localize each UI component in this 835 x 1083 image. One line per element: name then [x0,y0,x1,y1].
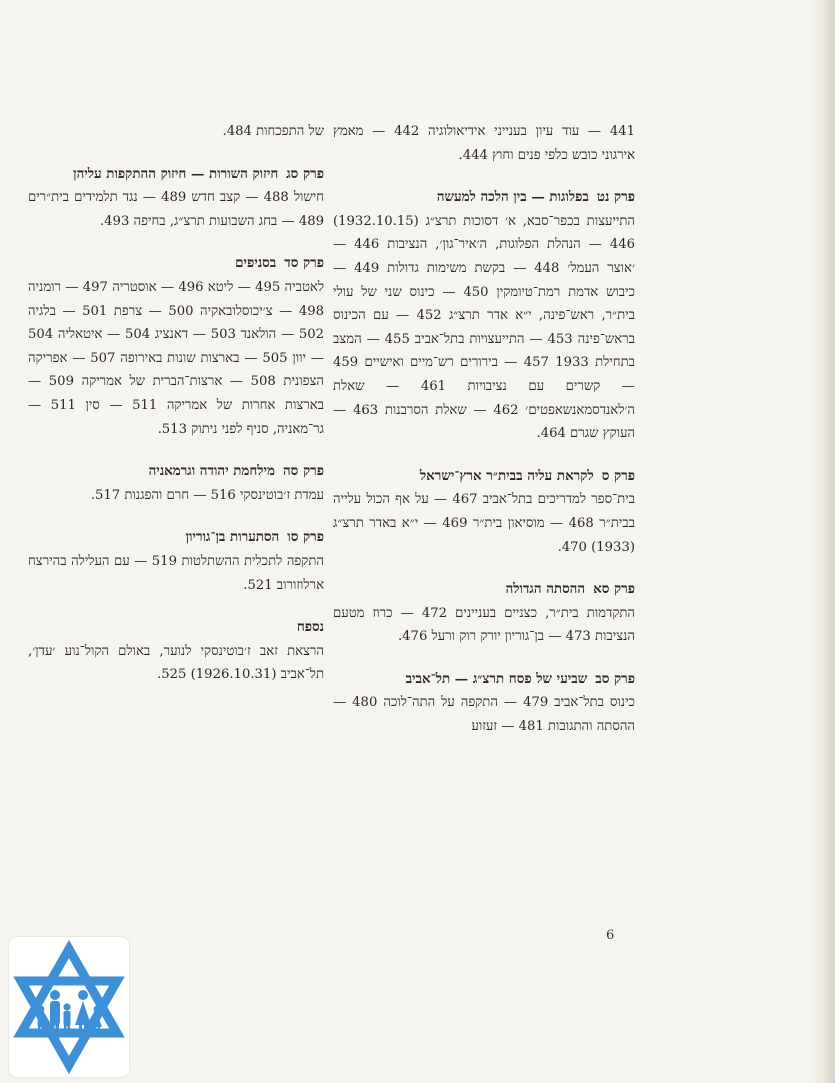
chapter-body: התייעצות בכפר־סבא, א׳ דסוכות תרצ״ג (1932.10.15) 446 — הנהלת הפלוגות, ה׳איר־גון׳, הנציבות 446 — ׳אוצר העמל׳ 448 — בקשת משימות גדולות 449 — כיבוש אדמת רמת־טיומקין 450 — כינוס שני של עולי בית״ר, ראש־פינה, י״א אדר תרצ״ג 452 — עם הכינוס בראש־פינה 453 — התייעצויות בתל־אביב 455 — המצב בתחילת 1933 457 — בירורים רש־מיים ואישיים 459 — קשרים עם נציבויות 461 — שאלת ה׳לאנדסמאנשאפטים׳ 462 — שאלת הסרבנות 463 — העוקץ שגרם 464. [333,213,635,442]
chapter-number: פרק סב [595,670,635,687]
chapter-title-text: חיזוק השורות — חיזוק ההתקפות עליהן [73,165,279,182]
chapter-number: פרק נט [596,189,635,206]
toc-chapter-66 [28,526,324,597]
toc-chapter-62 [333,668,635,739]
chapter-title-text: ההסתה הגדולה [505,581,586,598]
toc-chapter-61 [333,578,635,649]
chapter-title-text: מילחמת יהודה וגרמאניה [148,463,275,480]
chapter-body: חישול 488 — קצב חדש 489 — נגד תלמידים בית״רים 489 — בחג השבועות תרצ״ג, בחיפה 493. [28,190,324,229]
chapter-title-text: לקראת עליה בבית״ר ארץ־ישראל [419,467,594,484]
chapter-title [333,186,635,210]
toc-continuation [28,120,324,144]
right-column [333,120,635,739]
chapter-title-text: נספח [296,619,324,636]
chapter-number: פרק ס [601,467,635,484]
toc-continuation [333,120,635,167]
chapter-body: 441 — עוד עיון בענייני אידיאולוגיה 442 — מאמץ אירגוני כובש כלפי פנים וחוץ 444. [333,124,635,163]
chapter-title [333,578,635,602]
chapter-title [28,460,324,484]
chapter-title [333,668,635,692]
chapter-body: התקדמות בית״ר, כצניים בעניינים 472 — כרוז מטעם הנציבות 473 — בן־גוריון יורק רוק ורעל 476. [333,605,636,645]
chapter-body: הרצאת זאב ז׳בוטינסקי לנוער, באולם הקול־נוע ׳עדן׳, תל־אביב (1926.10.31) 525. [28,643,324,683]
left-column [28,120,324,687]
chapter-title-text: בפלוגות — בין הלכה למעשה [436,189,589,206]
chapter-title-text: שביעי של פסח תרצ״ג — תל־אביב [405,670,588,687]
chapter-title-text: הסתערות בן־גוריון [185,529,280,546]
chapter-body: לאטביה 495 — ליטא 496 — אוסטריה 497 — רומניה 498 — צ׳יכוסלובאקיה 500 — צרפת 501 — בלגיה 502 — הולאנד 503 — דאנציג 504 — איטאליה 504 — יוון 505 — בארצות שונות באירופה 507 — אפריקה הצפונית 508 — ארצות־הברית של אמריקה 509 — בארצות אחרות של אמריקה 511 — סין 511 — גר־מאניה, סניף לפני ניתוק 513. [28,279,325,437]
toc-chapter-60 [333,465,635,559]
chapter-title [28,616,324,640]
chapter-number: פרק סו [287,529,324,546]
chapter-number: פרק סד [284,255,324,272]
toc-chapter-64 [28,252,324,441]
chapter-body: בית־ספר למדריכים בתל־אביב 467 — על אף הכול עלייה בבית״ר 468 — מוסיאון בית״ר 469 — י״א באדר תרצ״ג (1933) 470. [333,492,635,555]
chapter-title [28,252,324,276]
chapter-number: פרק סה [282,463,324,480]
chapter-title [28,526,324,550]
chapter-body: התקפה לתכלית ההשתלטות 519 — עם העלילה בהירצח ארלוזורוב 521. [28,553,324,593]
chapter-title-text: בסניפים [235,255,277,272]
chapter-title [28,163,324,187]
toc-appendix [28,616,324,687]
toc-chapter-59 [333,186,635,446]
chapter-body: כינוס בתל־אביב 479 — התקפה על התה־לוכה 480 — ההסתה והתגובות 481 — זעזוע [333,695,635,735]
toc-chapter-65 [28,460,324,507]
chapter-body: של התפכחות 484. [222,124,324,139]
book-spine-shadow [809,0,835,1083]
toc-chapter-63 [28,163,324,234]
chapter-number: פרק סג [286,165,324,182]
chapter-title [333,465,635,489]
chapter-number: פרק סא [593,581,635,598]
star-of-david-family-icon [9,937,129,1077]
page-number: 6 [606,928,615,943]
chapter-body: עמדת ז׳בוטינסקי 516 — חרם והפגנות 517. [90,487,324,503]
